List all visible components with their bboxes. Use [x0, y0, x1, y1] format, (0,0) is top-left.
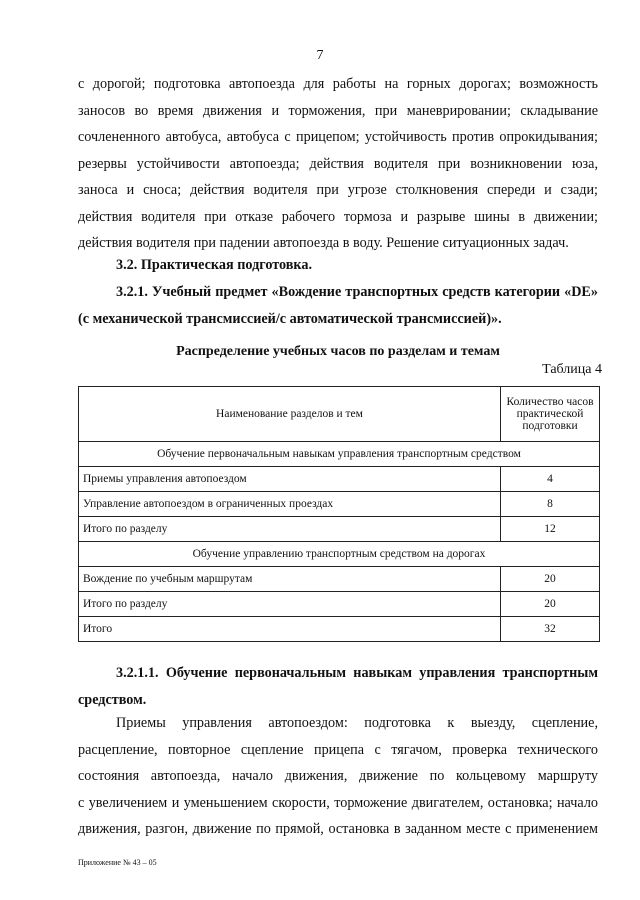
- page-number: 7: [316, 48, 324, 63]
- intro-line: действия водителя при отказе рабочего тормоза и разрыве шины в движении;: [78, 208, 598, 225]
- intro-paragraph: [78, 71, 598, 257]
- paragraph-line: движения, разгон, движение по прямой, остановка в заданном месте с применением: [78, 821, 598, 837]
- intro-line: с дорогой; подготовка автопоезда для работы на горных дорогах; возможность: [78, 76, 598, 92]
- row-name: Управление автопоездом в ограниченных проездах: [79, 492, 501, 517]
- table-label: Таблица 4: [542, 362, 602, 377]
- table-row: [79, 492, 600, 517]
- row-name: Итого по разделу: [79, 517, 501, 542]
- section-title: Обучение управлению транспортным средством на дорогах: [79, 542, 600, 567]
- paragraph-line: Приемы управления автопоездом: подготовка к выезду, сцепление,: [116, 715, 598, 731]
- table-row: [79, 567, 600, 592]
- intro-line: заноса и сноса; действия водителя при угрозе столкновения спереди и сзади;: [78, 182, 598, 198]
- row-hours: 20: [501, 567, 600, 592]
- table-row: [79, 467, 600, 492]
- table-total-row: [79, 617, 600, 642]
- heading-practical-training: 3.2. Практическая подготовка.: [116, 257, 313, 273]
- table-row: [79, 517, 600, 542]
- vehicle-handling-paragraph: [78, 710, 598, 843]
- paragraph-line: состояния автопоезда, начало движения, движение по кольцевому маршруту: [78, 768, 598, 784]
- hours-table: [78, 386, 600, 642]
- row-name: Итого по разделу: [79, 592, 501, 617]
- section-title: Обучение первоначальным навыкам управления транспортным средством: [79, 442, 600, 467]
- heading-first-skills: 3.2.1.1. Обучение первоначальным навыкам управления транспортным средством.: [78, 665, 598, 708]
- intro-line: резервы устойчивости автопоезда; действия водителя при возникновении юза,: [78, 155, 598, 172]
- section-row: [79, 542, 600, 567]
- table-row: [79, 592, 600, 617]
- total-hours: 32: [501, 617, 600, 642]
- paragraph-line: расцепление, повторное сцепление прицепа с тягачом, проверка технического: [78, 741, 598, 758]
- intro-line: заносов во время движения и торможения, при маневрировании; складывание: [78, 102, 598, 119]
- row-hours: 8: [501, 492, 600, 517]
- heading-subject: 3.2.1. Учебный предмет «Вождение транспортных средств категории «DE» (с механической трансмиссией/с автоматической трансмиссией)».: [78, 284, 598, 327]
- header-topics: Наименование разделов и тем: [79, 387, 501, 442]
- table-title: Распределение учебных часов по разделам и темам: [176, 344, 500, 359]
- footer-note: Приложение № 43 – 05: [78, 858, 157, 867]
- paragraph-line: с увеличением и уменьшением скорости, торможение двигателем, остановка; начало: [78, 794, 598, 811]
- intro-line: сочлененного автобуса, автобуса с прицепом; устойчивость против опрокидывания;: [78, 129, 598, 145]
- section-row: [79, 442, 600, 467]
- total-name: Итого: [79, 617, 501, 642]
- header-hours: Количество часов практической подготовки: [501, 387, 600, 442]
- row-name: Приемы управления автопоездом: [79, 467, 501, 492]
- intro-line: действия водителя при падении автопоезда в воду. Решение ситуационных задач.: [78, 235, 569, 251]
- table-header-row: [79, 387, 600, 442]
- row-hours: 20: [501, 592, 600, 617]
- row-hours: 4: [501, 467, 600, 492]
- row-name: Вождение по учебным маршрутам: [79, 567, 501, 592]
- row-hours: 12: [501, 517, 600, 542]
